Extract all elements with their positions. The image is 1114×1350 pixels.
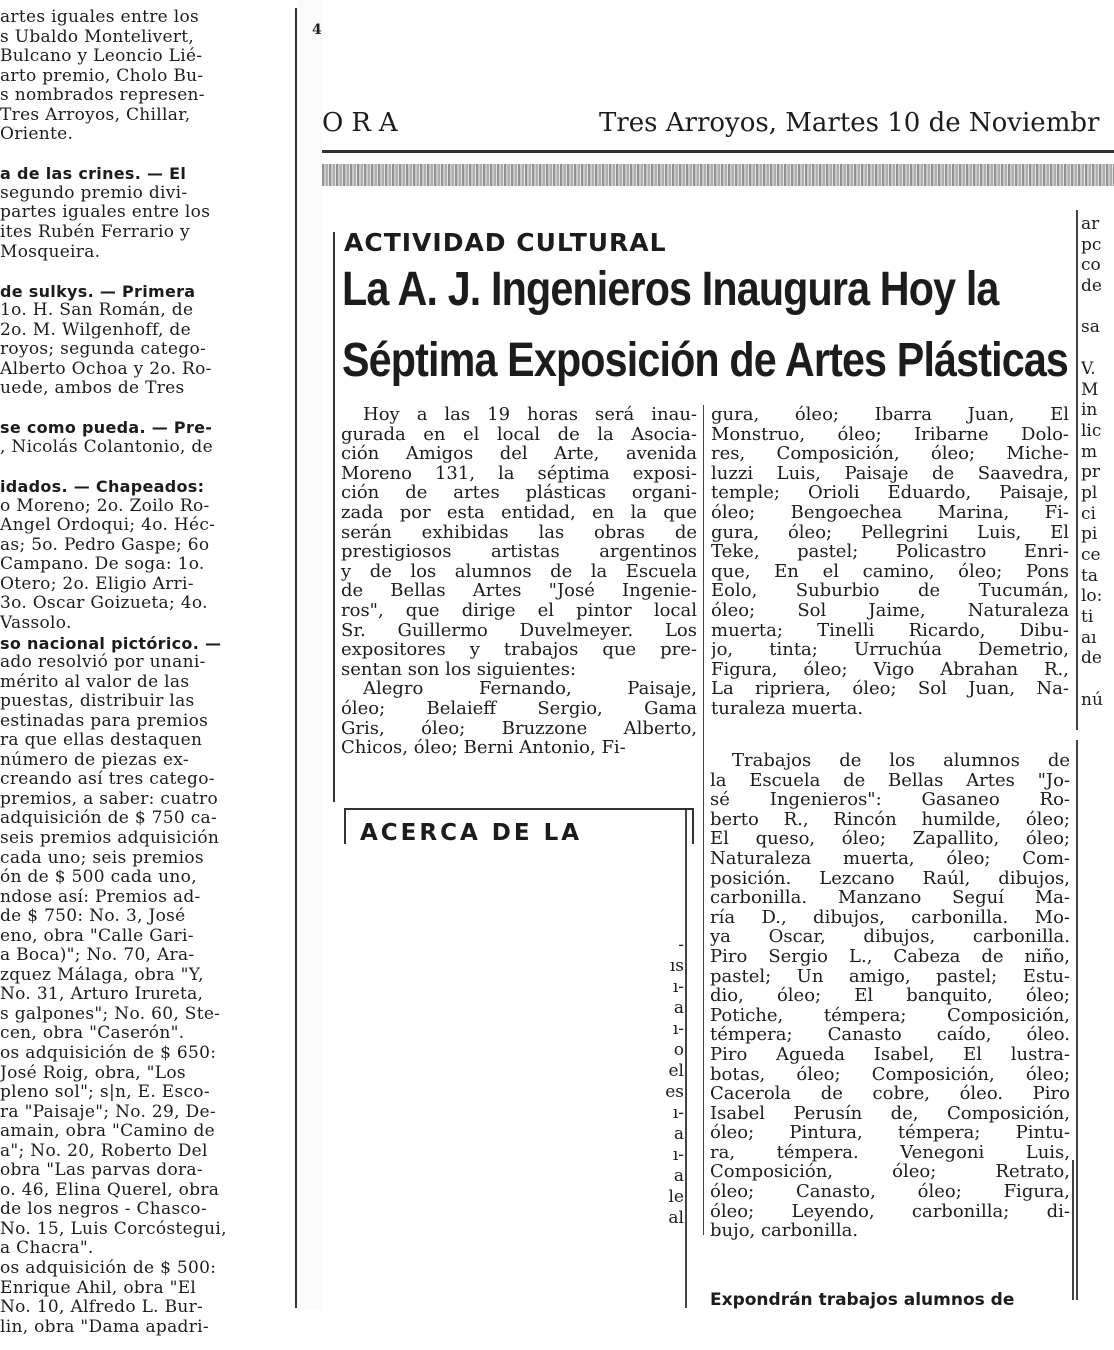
left-column-line: Angel Ordoqui; 4o. Héc- bbox=[0, 516, 216, 536]
left-column-line: ites Rubén Ferrario y bbox=[0, 223, 190, 243]
article-line: la Escuela de Bellas Artes "Jo- bbox=[710, 770, 1070, 791]
left-column-divider bbox=[295, 8, 297, 1308]
column-3-right-rule bbox=[1072, 1160, 1074, 1300]
header-halftone-band bbox=[322, 164, 1114, 186]
left-column-line: cen, obra "Caserón". bbox=[0, 1024, 185, 1044]
article-column-1 bbox=[341, 405, 697, 758]
left-column-line: lin, obra "Dama apadri- bbox=[0, 1317, 209, 1337]
column-3-left-rule bbox=[685, 808, 687, 1308]
left-column-line: pleno sol"; s|n, E. Esco- bbox=[0, 1083, 210, 1103]
left-column-line: ra "Paisaje"; No. 29, De- bbox=[0, 1102, 216, 1122]
article-line: prestigiosos artistas argentinos bbox=[341, 542, 697, 562]
article-line: serán exhibidas las obras de bbox=[341, 522, 697, 543]
article-line: Gris, óleo; Bruzzone Alberto, bbox=[341, 718, 697, 739]
left-column-line: s nombrados represen- bbox=[0, 86, 205, 106]
article-line: de Bellas Artes "José Ingenie- bbox=[341, 581, 697, 601]
right-column-fragment bbox=[1081, 297, 1114, 318]
left-column-line: arto premio, Cholo Bu- bbox=[0, 66, 204, 86]
article-line: ya Oscar, dibujos, carbonilla. bbox=[710, 927, 1070, 947]
left-column-line: estinadas para premios bbox=[0, 711, 209, 731]
left-column-line: 3o. Oscar Goizueta; 4o. bbox=[0, 594, 208, 614]
right-column-fragment: in bbox=[1081, 400, 1098, 421]
article-line: dio, óleo; El banquito, óleo; bbox=[710, 986, 1070, 1006]
left-column-line: segundo premio divi- bbox=[0, 183, 188, 203]
right-column-fragment: sa bbox=[1081, 317, 1100, 338]
left-column-line: premios, a saber: cuatro bbox=[0, 789, 218, 809]
article-line: Isabel Perusín de, Composición, bbox=[710, 1103, 1070, 1124]
masthead-dateline: Tres Arroyos, Martes 10 de Noviembr bbox=[599, 108, 1100, 138]
right-column-fragment bbox=[1081, 338, 1114, 359]
left-column-line: , Nicolás Colantonio, de bbox=[0, 438, 213, 458]
article-line: sentan son los siguientes: bbox=[341, 659, 577, 680]
left-column-line: s galpones"; No. 60, Ste- bbox=[0, 1004, 221, 1024]
left-column-line: so nacional pictórico. — bbox=[0, 633, 222, 653]
right-column-fragment: aı bbox=[1081, 627, 1097, 648]
article-line: turaleza muerta. bbox=[711, 698, 864, 719]
article-line: Figura, óleo; Vigo Abrahan R., bbox=[711, 659, 1069, 680]
left-column-line: amain, obra "Camino de bbox=[0, 1122, 216, 1142]
article-line: berto R., Rincón humilde, óleo; bbox=[710, 809, 1070, 830]
article-line: Moreno 131, la séptima exposi- bbox=[341, 463, 697, 484]
left-column-line: o. 46, Elina Querel, obra bbox=[0, 1180, 220, 1200]
article-line: carbonilla. Manzano Seguí Ma- bbox=[710, 888, 1070, 908]
right-column-fragment: nú bbox=[1081, 689, 1103, 710]
left-column-line: cada uno; seis premios bbox=[0, 848, 204, 868]
article-column-3 bbox=[710, 751, 1070, 1241]
left-column-line: mérito al valor de las bbox=[0, 672, 190, 692]
article-line: La ripriera, óleo; Sol Juan, Na- bbox=[711, 679, 1069, 699]
article-line: muerta; Tinelli Ricardo, Dibu- bbox=[711, 620, 1069, 641]
middle-fragment: ı- bbox=[672, 1103, 684, 1123]
left-column-line: 2o. M. Wilgenhoff, de bbox=[0, 320, 191, 340]
middle-fragment: le bbox=[668, 1187, 684, 1207]
left-column-line: Otero; 2o. Eligio Arri- bbox=[0, 574, 194, 594]
corner-mark: 4 bbox=[312, 22, 322, 38]
article-line: El queso, óleo; Zapallito, óleo; bbox=[710, 829, 1070, 849]
article-line: bujo, carbonilla. bbox=[710, 1221, 859, 1241]
middle-fragment: - bbox=[678, 935, 684, 955]
right-column-fragment: m bbox=[1081, 441, 1098, 462]
right-column-fragment: lic bbox=[1081, 420, 1102, 441]
left-column-line: número de piezas ex- bbox=[0, 750, 189, 770]
right-column-fragment: pl bbox=[1081, 482, 1098, 503]
article-line: témpera; Canasto caído, óleo. bbox=[710, 1025, 1070, 1045]
left-column-line: os adquisición de $ 500: bbox=[0, 1259, 217, 1278]
article-column-2 bbox=[711, 405, 1069, 719]
right-column-fragment: lo: bbox=[1081, 586, 1103, 607]
middle-fragment: el bbox=[668, 1061, 684, 1081]
headline-line-1: La A. J. Ingenieros Inaugura Hoy la bbox=[342, 263, 999, 316]
middle-fragment-column bbox=[660, 935, 684, 1229]
left-column-line: Oriente. bbox=[0, 125, 74, 145]
right-column-fragment: de bbox=[1081, 648, 1102, 669]
article-line: ción de artes plásticas organi- bbox=[341, 483, 697, 503]
middle-fragment: a bbox=[673, 1124, 684, 1144]
article-line: Monstruo, óleo; Iribarne Dolo- bbox=[711, 424, 1069, 445]
left-column-line: zquez Málaga, obra "Y, bbox=[0, 965, 204, 985]
article-line: Sr. Guillermo Duvelmeyer. Los bbox=[341, 620, 697, 641]
right-column-fragment: V. bbox=[1081, 358, 1096, 379]
article-line: pastel; Un amigo, pastel; Estu- bbox=[710, 966, 1070, 987]
article-line: óleo; Belaieff Sergio, Gama bbox=[341, 698, 697, 719]
left-column-line: José Roig, obra, "Los bbox=[0, 1063, 186, 1083]
article-line: Piro Agueda Isabel, El lustra- bbox=[710, 1044, 1070, 1065]
right-column-fragment: pi bbox=[1081, 524, 1098, 545]
left-column-line: eno, obra "Calle Gari- bbox=[0, 926, 194, 946]
left-column-line: Bulcano y Leoncio Lié- bbox=[0, 47, 203, 67]
article-line: ros", que dirige el pintor local bbox=[341, 600, 697, 621]
article-line: óleo; Pintura, témpera; Pintu- bbox=[710, 1123, 1070, 1143]
left-column-line: Alberto Ochoa y 2o. Ro- bbox=[0, 359, 212, 379]
left-column-line bbox=[0, 145, 290, 165]
left-column-line: artes iguales entre los bbox=[0, 8, 200, 27]
masthead-name: ORA bbox=[322, 108, 406, 138]
left-column-line: No. 10, Alfredo L. Bur- bbox=[0, 1298, 204, 1318]
article-line: y de los alumnos de la Escuela bbox=[341, 561, 697, 582]
article-line: sé Ingenieros": Gasaneo Ro- bbox=[710, 790, 1070, 810]
sidebar-title: ACERCA DE LA bbox=[360, 820, 583, 842]
article-line: Teke, pastel; Policastro Enri- bbox=[711, 542, 1069, 562]
left-column-line: os adquisición de $ 650: bbox=[0, 1043, 217, 1063]
article-line: Potiche, témpera; Composición, bbox=[710, 1005, 1070, 1026]
article-line: jo, tinta; Urruchúa Demetrio, bbox=[711, 640, 1069, 660]
left-column-text bbox=[0, 8, 290, 1337]
sidebar-box bbox=[344, 808, 694, 844]
left-column-line: 1o. H. San Román, de bbox=[0, 301, 194, 321]
article-line: Hoy a las 19 horas será inau- bbox=[363, 405, 697, 425]
page-edge bbox=[297, 0, 322, 1310]
middle-fragment: a bbox=[673, 1166, 684, 1186]
left-column-line: No. 31, Arturo Irureta, bbox=[0, 985, 204, 1005]
left-column-line bbox=[0, 458, 290, 478]
article-line: posición. Lezcano Raúl, dibujos, bbox=[710, 868, 1070, 889]
article-line: ción Amigos del Arte, avenida bbox=[341, 444, 697, 464]
article-line: zada por esta entidad, en la que bbox=[341, 502, 697, 523]
right-column-fragment bbox=[1081, 669, 1114, 690]
left-column-line: de sulkys. — Primera bbox=[0, 281, 196, 301]
left-column-line: de $ 750: No. 3, José bbox=[0, 907, 186, 927]
article-line: gurada en el local de la Asocia- bbox=[341, 424, 697, 445]
article-line: Naturaleza muerta, óleo; Com- bbox=[710, 848, 1070, 869]
left-column-line: a Boca)"; No. 70, Ara- bbox=[0, 946, 195, 966]
article-line: res, Composición, óleo; Miche- bbox=[711, 444, 1069, 464]
article-line: óleo; Bengoechea Marina, Fi- bbox=[711, 502, 1069, 523]
article-line: Chicos, óleo; Berni Antonio, Fi- bbox=[341, 738, 626, 758]
middle-fragment: ı- bbox=[672, 977, 684, 997]
left-column-line: a Chacra". bbox=[0, 1239, 94, 1259]
article-line: gura, óleo; Ibarra Juan, El bbox=[711, 405, 1069, 425]
article-line: Composición, óleo; Retrato, bbox=[710, 1162, 1070, 1183]
masthead bbox=[322, 108, 1114, 144]
right-column-rule bbox=[1076, 210, 1078, 730]
right-column-fragment: ci bbox=[1081, 503, 1096, 524]
middle-fragment: a bbox=[673, 998, 684, 1018]
article-line: óleo; Leyendo, carbonilla; di- bbox=[710, 1201, 1070, 1222]
article-line: luzzi Luis, Paisaje de Saavedra, bbox=[711, 463, 1069, 484]
right-column-fragment: M bbox=[1081, 379, 1099, 400]
article-line: gura, óleo; Pellegrini Luis, El bbox=[711, 522, 1069, 543]
right-column-fragment: pc bbox=[1081, 234, 1102, 255]
left-column-line: creando así tres catego- bbox=[0, 770, 215, 790]
left-column-line: seis premios adquisición bbox=[0, 828, 220, 848]
left-column-line: uede, ambos de Tres bbox=[0, 379, 185, 399]
article-kicker: ACTIVIDAD CULTURAL bbox=[344, 228, 667, 257]
article-line: Piro Sergio L., Cabeza de niño, bbox=[710, 946, 1070, 967]
next-article-headline: Expondrán trabajos alumnos de bbox=[710, 1290, 1015, 1310]
article-left-rule bbox=[333, 232, 335, 802]
middle-fragment: o bbox=[673, 1040, 684, 1060]
left-column-line: a de las crines. — El bbox=[0, 164, 187, 184]
middle-fragment: ı- bbox=[672, 1019, 684, 1039]
left-column-line: puestas, distribuir las bbox=[0, 692, 195, 712]
header-rule bbox=[322, 150, 1114, 153]
left-column-line: No. 15, Luis Corcóstegui, bbox=[0, 1219, 227, 1239]
left-column-line: o Moreno; 2o. Zoilo Ro- bbox=[0, 496, 210, 516]
right-column-fragment: pr bbox=[1081, 462, 1101, 483]
left-column-line: ón de $ 500 cada uno, bbox=[0, 868, 197, 888]
left-column-line: adquisición de $ 750 ca- bbox=[0, 809, 218, 829]
left-column-line: idados. — Chapeados: bbox=[0, 477, 205, 497]
article-line: botas, óleo; Composición, óleo; bbox=[710, 1064, 1070, 1085]
left-column-line: Campano. De soga: 1o. bbox=[0, 555, 205, 575]
left-column-line: ado resolvió por unani- bbox=[0, 653, 206, 673]
left-column-line bbox=[0, 262, 290, 282]
middle-fragment: al bbox=[668, 1208, 684, 1228]
article-line: óleo; Sol Jaime, Naturaleza bbox=[711, 600, 1069, 621]
right-column-fragment: ce bbox=[1081, 545, 1101, 565]
article-line: Eolo, Suburbio de Tucumán, bbox=[711, 581, 1069, 601]
left-column-line: a"; No. 20, Roberto Del bbox=[0, 1141, 208, 1161]
left-column-line: Mosqueira. bbox=[0, 242, 101, 262]
left-column-line: royos; segunda catego- bbox=[0, 340, 207, 360]
right-column-fragment: ar bbox=[1081, 214, 1100, 234]
left-column-line: ra que ellas destaquen bbox=[0, 731, 203, 751]
article-line: temple; Orioli Eduardo, Paisaje, bbox=[711, 483, 1069, 503]
left-column-line: partes iguales entre los bbox=[0, 203, 211, 223]
right-column-fragment: ta bbox=[1081, 565, 1098, 586]
article-line: Trabajos de los alumnos de bbox=[732, 751, 1070, 771]
article-line: ría D., dibujos, carbonilla. Mo- bbox=[710, 907, 1070, 928]
left-column-line: de los negros - Chasco- bbox=[0, 1200, 207, 1220]
article-line: óleo; Canasto, óleo; Figura, bbox=[710, 1182, 1070, 1202]
right-column-text bbox=[1081, 214, 1114, 711]
middle-fragment: ı- bbox=[672, 1145, 684, 1165]
left-column-line: se como pueda. — Pre- bbox=[0, 418, 213, 438]
article-line: ra, témpera. Venegoni Luis, bbox=[710, 1142, 1070, 1163]
column-divider bbox=[703, 405, 704, 1235]
right-column-rule-lower bbox=[1076, 740, 1078, 1300]
headline-line-2: Séptima Exposición de Artes Plásticas bbox=[342, 334, 1069, 387]
middle-fragment: es bbox=[665, 1082, 684, 1102]
article-line: que, En el camino, óleo; Pons bbox=[711, 561, 1069, 582]
left-column-line: Tres Arroyos, Chillar, bbox=[0, 105, 191, 125]
right-column-fragment: ti bbox=[1081, 607, 1094, 628]
left-column-line: ndose así: Premios ad- bbox=[0, 887, 201, 907]
article-line: Alegro Fernando, Paisaje, bbox=[363, 679, 697, 699]
right-column-fragment: de bbox=[1081, 276, 1102, 297]
left-column-line bbox=[0, 399, 290, 419]
article-line: expositores y trabajos que pre- bbox=[341, 640, 697, 660]
middle-fragment: ıs bbox=[669, 956, 684, 976]
article-line: Cacerola de cobre, óleo. Piro bbox=[710, 1084, 1070, 1104]
left-column-line: Vassolo. bbox=[0, 613, 72, 633]
left-column-line: as; 5o. Pedro Gaspe; 6o bbox=[0, 535, 210, 555]
left-column-line: s Ubaldo Montelivert, bbox=[0, 27, 195, 47]
left-column-line: Enrique Ahil, obra "El bbox=[0, 1278, 197, 1298]
right-column-fragment: co bbox=[1081, 255, 1101, 276]
left-column-line: obra "Las parvas dora- bbox=[0, 1161, 203, 1181]
